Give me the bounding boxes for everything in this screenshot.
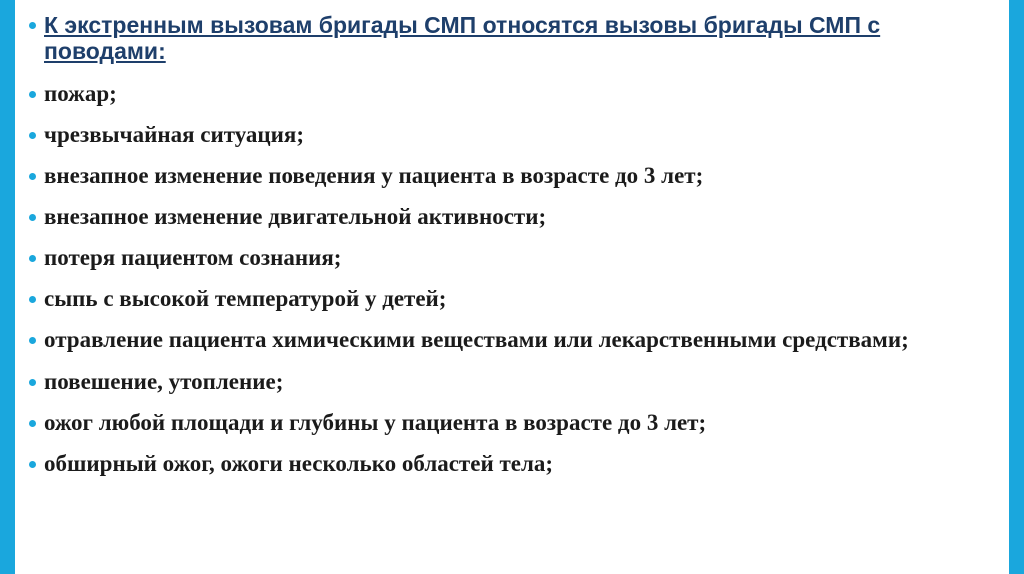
list-item-text: повешение, утопление; <box>44 369 284 394</box>
list-item <box>29 286 999 311</box>
slide-heading <box>29 12 999 64</box>
bullet-icon <box>29 22 36 29</box>
bullet-icon <box>29 296 36 303</box>
list-item-text: пожар; <box>44 81 117 106</box>
list-item-text: отравление пациента химическими веществами или лекарственными средствами; <box>44 327 909 352</box>
list-item-text: чрезвычайная ситуация; <box>44 122 305 147</box>
list-item <box>29 410 999 435</box>
slide-content <box>29 12 999 492</box>
list-item-text: ожог любой площади и глубины у пациента в возрасте до 3 лет; <box>44 410 707 435</box>
list-item <box>29 122 999 147</box>
bullet-icon <box>29 214 36 221</box>
bullet-icon <box>29 255 36 262</box>
bullet-icon <box>29 461 36 468</box>
list-item <box>29 327 999 352</box>
list-item <box>29 81 999 106</box>
slide-canvas <box>15 0 1009 574</box>
list-item-text: потеря пациентом сознания; <box>44 245 342 270</box>
list-item-text: сыпь с высокой температурой у детей; <box>44 286 447 311</box>
bullet-icon <box>29 173 36 180</box>
list-item-text: внезапное изменение двигательной активности; <box>44 204 547 229</box>
bullet-icon <box>29 337 36 344</box>
bullet-icon <box>29 379 36 386</box>
bullet-icon <box>29 91 36 98</box>
list-item <box>29 163 999 188</box>
list-item-text: внезапное изменение поведения у пациента в возрасте до 3 лет; <box>44 163 704 188</box>
list-item-text: обширный ожог, ожоги несколько областей тела; <box>44 451 554 476</box>
list-item <box>29 451 999 476</box>
bullet-icon <box>29 420 36 427</box>
list-item <box>29 204 999 229</box>
bullet-icon <box>29 132 36 139</box>
list-item <box>29 245 999 270</box>
list-item <box>29 369 999 394</box>
heading-text: К экстренным вызовам бригады СМП относятся вызовы бригады СМП с поводами: <box>44 12 881 64</box>
